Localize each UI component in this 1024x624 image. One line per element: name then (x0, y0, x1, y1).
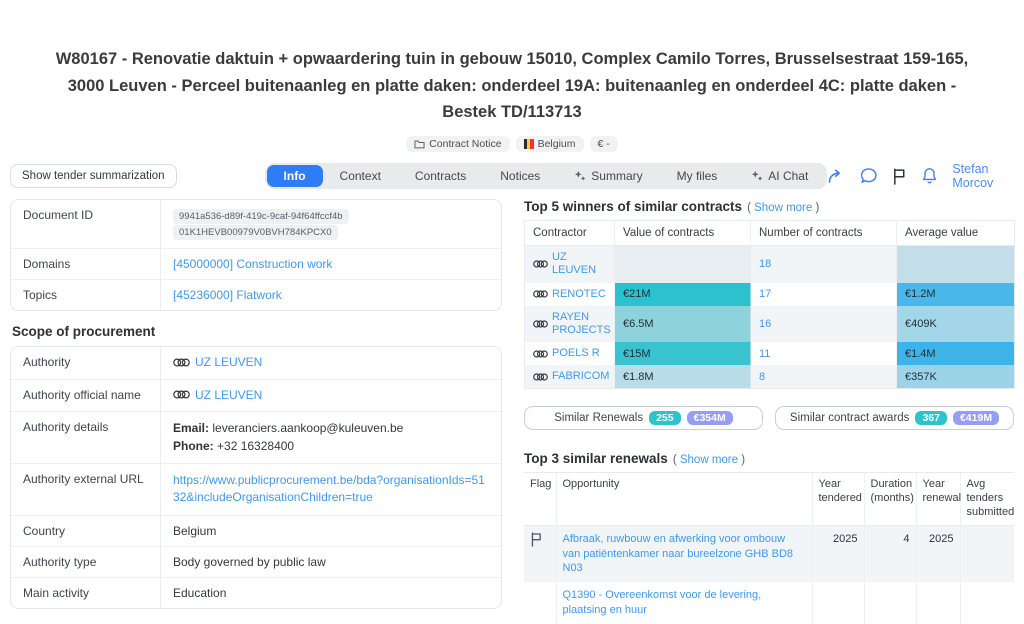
average-value-cell: €357K (897, 365, 1015, 389)
number-of-contracts-link[interactable]: 17 (759, 288, 772, 301)
authority-label: Authority (11, 347, 161, 379)
contractor-link[interactable]: RENOTEC (552, 287, 606, 300)
sparkle-icon (574, 170, 586, 182)
opportunity-link[interactable]: Q1390 - Overeenkomst voor de levering, plaatsing en huur (562, 589, 762, 617)
tab-bar (265, 163, 828, 189)
number-of-contracts-link[interactable]: 8 (759, 370, 766, 383)
similar-contract-awards-label: Similar contract awards (789, 412, 910, 425)
tab-contracts[interactable]: Contracts (414, 169, 467, 184)
phone-label: Phone: (173, 438, 214, 453)
document-id-chip: 9941a536-d89f-419c-9caf-94f64ffccf4b (173, 209, 349, 224)
winners-title: Top 5 winners of similar contracts (524, 199, 743, 215)
average-value-cell: €1.4M (897, 342, 1015, 365)
col-year-renewal: Year renewal (916, 473, 960, 525)
authority-official-name-link[interactable]: UZ LEUVEN (195, 387, 263, 402)
flag-outline-icon[interactable] (530, 532, 543, 547)
main-activity-value: Education (173, 585, 227, 600)
tab-notices[interactable]: Notices (500, 169, 541, 184)
number-of-contracts-link[interactable]: 16 (759, 317, 772, 330)
authority-official-name-label: Authority official name (11, 380, 161, 412)
duration-value (864, 582, 916, 624)
country-row-label: Country (11, 516, 161, 546)
authority-details-label: Authority details (11, 412, 161, 463)
tab-summary-label: Summary (591, 169, 643, 184)
contractor-link[interactable]: UZ LEUVEN (552, 251, 597, 277)
share-icon[interactable] (827, 169, 846, 184)
authority-type-label: Authority type (11, 547, 161, 577)
average-value-cell: €409K (897, 306, 1015, 342)
winners-show-more-link[interactable]: Show more (754, 202, 813, 215)
number-of-contracts-link[interactable]: 11 (759, 347, 771, 360)
contractor-link[interactable]: POELS R (552, 347, 600, 360)
winners-row (525, 342, 1015, 365)
opportunity-link[interactable]: Afbraak, ruwbouw en afwerking voor ombouw van patiëntenkamer naar bureelzone GHB BD8 N03 (562, 532, 794, 575)
renewals-block (524, 451, 1014, 623)
similar-contract-awards-amount-badge: €419M (953, 411, 999, 425)
col-flag: Flag (524, 473, 556, 525)
year-tendered-value (812, 582, 864, 624)
duration-value: 4 (864, 525, 916, 582)
renewals-title: Top 3 similar renewals (524, 451, 668, 467)
document-info-panel (10, 199, 502, 624)
stats-row (524, 406, 1014, 430)
badge-row (0, 136, 1024, 152)
table-row (11, 546, 501, 577)
average-value-cell (897, 246, 1015, 283)
organization-icon (533, 349, 548, 359)
similar-renewals-amount-badge: €354M (687, 411, 733, 425)
email-value: leveranciers.aankoop@kuleuven.be (212, 421, 404, 436)
authority-external-url-link[interactable]: https://www.publicprocurement.be/bda?organisationIds=5132&includeOrganisationChildren=true (173, 472, 485, 505)
col-value-of-contracts: Value of contracts (615, 221, 751, 246)
similar-renewals-button[interactable] (524, 406, 763, 430)
winners-row (525, 283, 1015, 306)
avg-tenders-value (960, 582, 1014, 624)
col-average-value: Average value (897, 221, 1015, 246)
table-row (11, 577, 501, 608)
tab-info[interactable]: Info (267, 165, 323, 187)
winners-row (525, 246, 1015, 283)
value-cell: €1.8M (615, 365, 751, 389)
table-row (11, 463, 501, 515)
col-duration-months: Duration (months) (864, 473, 916, 525)
value-cell: €6.5M (615, 306, 751, 342)
col-contractor: Contractor (525, 221, 615, 246)
col-number-of-contracts: Number of contracts (751, 221, 897, 246)
phone-value: +32 16328400 (217, 438, 295, 453)
table-row (11, 411, 501, 463)
header-actions (827, 162, 1014, 190)
table-row (11, 379, 501, 412)
winners-row (525, 365, 1015, 389)
renewal-row (524, 525, 1014, 582)
notice-type-badge (406, 136, 509, 152)
authority-link[interactable]: UZ LEUVEN (195, 355, 263, 370)
currency-badge (590, 136, 618, 152)
average-value-cell: €1.2M (897, 283, 1015, 306)
scope-table (10, 346, 502, 609)
document-id-label: Document ID (11, 200, 161, 248)
country-value: Belgium (173, 523, 217, 538)
authority-type-value: Body governed by public law (173, 554, 326, 569)
winners-table (524, 220, 1015, 389)
main-content (0, 199, 1024, 624)
domains-label: Domains (11, 249, 161, 279)
toolbar (0, 162, 1024, 190)
year-renewal-value: 2025 (916, 525, 960, 582)
value-cell: €21M (615, 283, 751, 306)
sparkle-icon (751, 170, 763, 182)
currency-label: € - (597, 138, 610, 151)
year-tendered-value: 2025 (812, 525, 864, 582)
organization-icon (533, 372, 548, 382)
organization-icon (533, 289, 548, 299)
table-row (11, 347, 501, 379)
topics-label: Topics (11, 280, 161, 310)
col-opportunity: Opportunity (556, 473, 812, 525)
notice-type-label: Contract Notice (429, 138, 502, 151)
table-row (11, 248, 501, 279)
organization-icon (533, 319, 548, 329)
folder-icon (414, 139, 425, 149)
col-avg-tenders-submitted: Avg tenders submitted (960, 473, 1014, 525)
topics-link[interactable]: [45236000] Flatwork (173, 288, 282, 303)
renewals-table (524, 472, 1014, 623)
winners-header-row (525, 221, 1015, 246)
authority-external-url-label: Authority external URL (11, 464, 161, 515)
table-row (11, 200, 501, 248)
col-year-tendered: Year tendered (812, 473, 864, 525)
belgium-flag-icon (524, 139, 534, 149)
chat-bubble-icon[interactable] (860, 167, 878, 185)
table-row (11, 279, 501, 310)
country-label: Belgium (537, 138, 576, 151)
tab-ai-chat-label: AI Chat (768, 169, 809, 184)
scope-section-title: Scope of procurement (12, 324, 156, 340)
contractor-link[interactable]: RAYEN PROJECTS (552, 310, 611, 336)
table-row (11, 515, 501, 546)
organization-icon (173, 357, 190, 368)
similar-contract-awards-count-badge: 367 (915, 411, 947, 425)
tab-summary[interactable] (557, 165, 659, 187)
bell-icon[interactable] (921, 167, 938, 185)
similar-renewals-label: Similar Renewals (554, 412, 644, 425)
user-name[interactable]: Stefan Morcov (952, 162, 994, 191)
similar-contract-awards-button[interactable] (775, 406, 1014, 430)
tab-my-files[interactable]: My files (676, 169, 718, 184)
domains-link[interactable]: [45000000] Construction work (173, 257, 333, 272)
analytics-panel (524, 199, 1014, 624)
organization-icon (173, 389, 190, 400)
country-badge (516, 136, 584, 152)
page-title: W80167 - Renovatie daktuin + opwaardering tuin in gebouw 15010, Complex Camilo Torres, Brusselsestraat 159-165, 3000 Leuven - Perceel buitenaanleg en platte daken: onderdeel 19A: buitenaanleg en onderdeel 4C: platte daken - Bestek TD/113713 (55, 50, 969, 122)
number-of-contracts-link[interactable]: 18 (759, 258, 772, 271)
contractor-link[interactable]: FABRICOM (552, 370, 610, 383)
document-id-chip: 01K1HEVB00979V0BVH784KPCX0 (173, 225, 338, 240)
document-id-value (161, 200, 501, 248)
winners-show-more-wrap: ( Show more ) (747, 202, 820, 215)
value-cell: €15M (615, 342, 751, 365)
year-renewal-value (916, 582, 960, 624)
email-label: Email: (173, 421, 210, 436)
organization-icon (533, 259, 548, 269)
tab-context[interactable]: Context (339, 169, 381, 184)
main-activity-label: Main activity (11, 578, 161, 608)
renewal-row (524, 582, 1014, 624)
renewals-show-more-wrap: ( Show more ) (672, 454, 746, 467)
flag-icon[interactable] (892, 168, 907, 185)
renewals-header-row (524, 473, 1014, 525)
winners-row (525, 306, 1015, 342)
document-id-table (10, 199, 502, 311)
value-cell (615, 246, 751, 283)
similar-renewals-count-badge: 255 (649, 411, 681, 425)
avg-tenders-value (960, 525, 1014, 582)
tab-ai-chat[interactable] (734, 165, 825, 187)
renewals-show-more-link[interactable]: Show more (679, 454, 739, 467)
show-tender-summarization-button[interactable]: Show tender summarization (10, 164, 177, 188)
